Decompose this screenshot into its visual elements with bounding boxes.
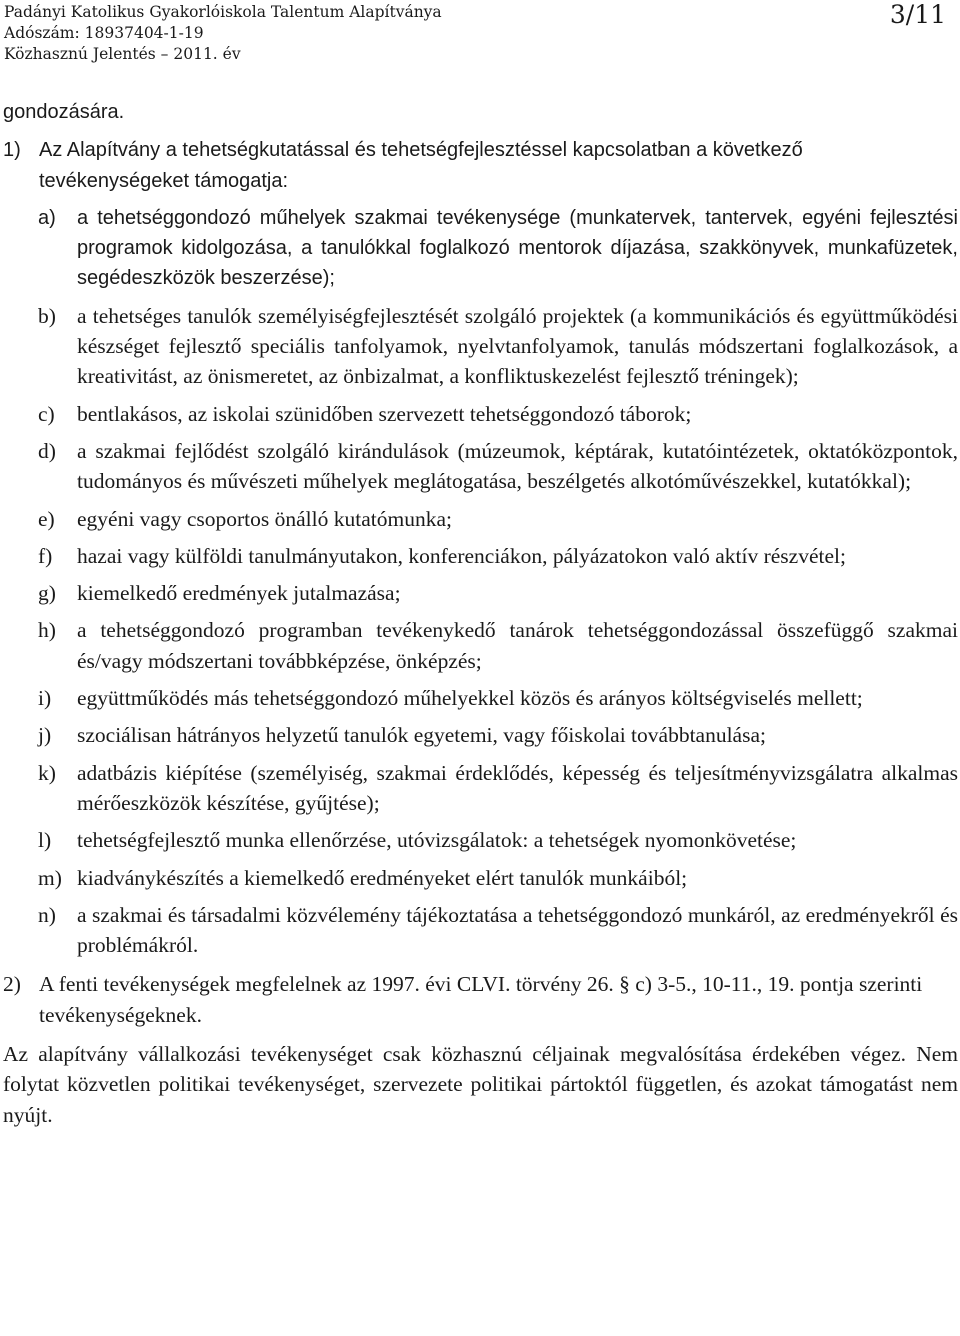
list-item-label: c) [38,401,55,426]
list-item-label: j) [38,723,52,748]
list-item-d [3,436,958,497]
list-item-label: h) [38,618,56,643]
list-item-label: l) [38,828,52,853]
page-header [4,2,954,65]
list-item-label: d) [38,438,56,463]
list-item-label: g) [38,581,56,606]
list-item-g [3,578,958,608]
closing-paragraph: Az alapítvány vállalkozási tevékenységet csak közhasznú céljainak megvalósítása érdekében végez. Nem folytat közvetlen politikai tevékenységet, szervezete politikai pártoktól független, és azokat támogatást nem nyújt. [3,1042,958,1127]
activity-list [3,203,958,961]
list-item-label: a) [38,206,56,229]
list-item-label: e) [38,506,55,531]
list-item-f [3,541,958,571]
list-item-m [3,863,958,893]
list-item-a [3,203,958,294]
list-item-label: i) [38,686,52,711]
list-item-text: a tehetséges tanulók személyiségfejlesztését szolgáló projektek (a kommunikációs és együttműködési készséget fejlesztő speciális tanfolyamok, nyelvtanfolyamok, tanulás módszertani foglalkozások, a kreativitást, az önismeretet, az önbizalmat, a konfliktuskezelést fejlesztő tréningek); [77,303,958,389]
list-item-text: a szakmai és társadalmi közvélemény tájékoztatása a tehetséggondozó munkáról, az eredményekről és problémákról. [77,902,958,958]
list-item-label: b) [38,303,56,328]
tax-number: Adószám: 18937404-1-19 [4,24,204,42]
list-item-text: a tehetséggondozó műhelyek szakmai tevékenysége (munkatervek, tantervek, egyéni fejlesztési programok kidolgozása, a tanulókkal foglalkozó mentorok díjazása, szakkönyvek, munkafüzetek, segédeszközök beszerzése); [77,206,958,290]
list-item-c [3,399,958,429]
list-item-n [3,900,958,961]
list-item-text: szociálisan hátrányos helyzetű tanulók egyetemi, vagy főiskolai továbbtanulása; [77,723,766,748]
list-item-text: a szakmai fejlődést szolgáló kirándulások (múzeumok, képtárak, kutatóintézetek, oktatóközpontok, tudományos és művészeti műhelyek meglátogatása, beszélgetés alkotóművészekkel, kutatókkal); [77,438,958,494]
list-item-text: kiadványkészítés a kiemelkedő eredményeket elért tanulók munkáiból; [77,865,688,890]
section-2-number: 2) [3,972,21,997]
section-1-number: 1) [3,139,21,162]
list-item-j [3,720,958,750]
section-2-text: A fenti tevékenységek megfelelnek az 1997. évi CLVI. törvény 26. § c) 3-5., 10-11., 19. pontja szerinti tevékenységeknek. [39,972,923,1027]
list-item-text: együttműködés más tehetséggondozó műhelyekkel közös és arányos költségviselés mellett; [77,686,863,711]
list-item-l [3,825,958,855]
list-item-e [3,504,958,534]
list-item-label: k) [38,760,56,785]
list-item-h [3,615,958,676]
list-item-text: egyéni vagy csoportos önálló kutatómunka; [77,506,452,531]
organization-name: Padányi Katolikus Gyakorlóiskola Talentum Alapítványa [4,3,442,21]
document-body [3,97,958,1130]
list-item-text: bentlakásos, az iskolai szünidőben szervezett tehetséggondozó táborok; [77,401,692,426]
section-1-intro: Az Alapítvány a tehetségkutatással és tehetségfejlesztéssel kapcsolatban a következő tevékenységeket támogatja: [39,139,803,192]
section-1 [3,135,958,196]
page-number: 3/11 [889,0,946,29]
list-item-b [3,301,958,392]
list-item-label: n) [38,902,56,927]
report-title: Közhasznú Jelentés – 2011. év [4,45,241,63]
list-item-text: a tehetséggondozó programban tevékenykedő tanárok tehetséggondozással összefüggő szakmai és/vagy módszertani továbbképzése, önképzés; [77,618,958,673]
list-item-i [3,683,958,713]
list-item-k [3,758,958,819]
list-item-text: kiemelkedő eredmények jutalmazása; [77,581,401,606]
continuation-text: gondozására. [3,101,125,123]
list-item-text: adatbázis kiépítése (személyiség, szakmai érdeklődés, képesség és teljesítményvizsgálatra alkalmas mérőeszközök készítése, gyűjtése); [77,760,958,815]
section-2 [3,969,958,1030]
list-item-label: f) [38,543,53,568]
list-item-text: tehetségfejlesztő munka ellenőrzése, utóvizsgálatok: a tehetségek nyomonkövetése; [77,828,797,853]
list-item-label: m) [38,865,62,890]
list-item-text: hazai vagy külföldi tanulmányutakon, konferenciákon, pályázatokon való aktív részvétel; [77,543,846,568]
